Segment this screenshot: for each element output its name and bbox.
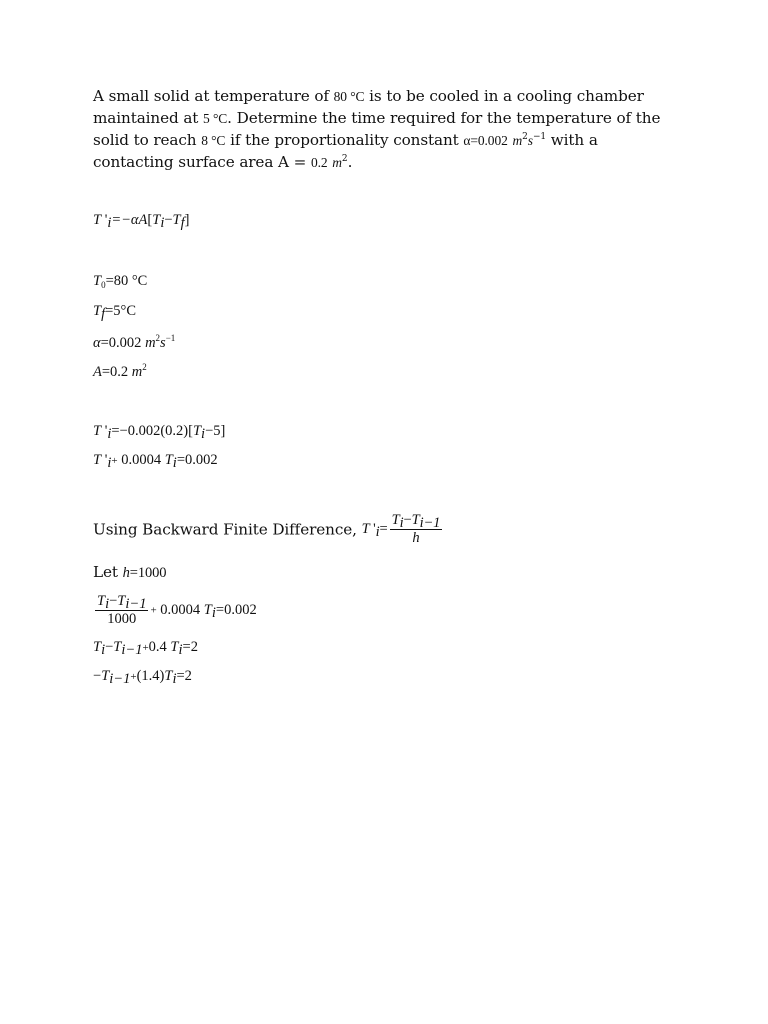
given-tf: $T_f=5^\circ C$	[93, 303, 137, 322]
given-alpha: α=0.002 $m^2s^{-1}$	[93, 333, 176, 351]
chamber-temperature: 5 °C	[203, 111, 228, 126]
bfd-definition: Using Backward Finite Difference, T '$_i=$ $\frac{T_i-T_{i-1}}{h}$	[93, 512, 441, 546]
area-value: 0.2	[310, 155, 328, 170]
problem-line-4	[93, 153, 352, 171]
substitution-equation-2: T '$_i+ 0.0004$ $T_i=0.002$	[93, 452, 218, 471]
given-area: A=0.2 $m^2$	[93, 362, 147, 380]
initial-temperature: 80 °C	[333, 89, 365, 104]
step1-fraction: $\frac{T_i-T_{i-1}}{1000}$	[97, 593, 147, 627]
problem-text: with a	[546, 131, 598, 149]
bfd-fraction: $\frac{T_i-T_{i-1}}{h}$	[391, 512, 441, 546]
exponent: −1	[532, 132, 547, 142]
substitution-equation-1: T '$_i=-0.002(0.2)[T_i-5]$	[93, 423, 226, 442]
problem-text: contacting surface area A =	[93, 153, 311, 171]
ode-equation: T '$_i=-\alpha A[T_i-T_f]$	[93, 212, 190, 231]
step-equation-2: $T_i-T_{i-1}+0.4$ $T_i=2$	[93, 639, 198, 658]
alpha-value: α=0.002	[463, 133, 508, 148]
target-temperature: 8 °C	[201, 133, 226, 148]
let-h: Let h=1000	[93, 563, 167, 581]
problem-text: .	[347, 153, 353, 171]
problem-text: if the proportionality constant	[225, 131, 464, 149]
bfd-label: Using Backward Finite Difference,	[93, 520, 362, 539]
given-t0: $T_0=80$ °C	[93, 273, 148, 290]
exponent: 2	[522, 132, 528, 142]
problem-line-3	[93, 131, 598, 149]
problem-text: . Determine the time required for the temperature of the	[227, 109, 661, 127]
problem-line-1	[93, 87, 644, 105]
step-equation-1: $\frac{T_i-T_{i-1}}{1000}$ + 0.0004 $T_i=0.002$	[97, 593, 257, 627]
unit-m: m	[512, 133, 523, 148]
step-equation-3: $-T_{i-1}+(1.4)T_i=2$	[93, 668, 192, 687]
problem-text: solid to reach	[93, 131, 202, 149]
exponent: 2	[341, 154, 348, 164]
problem-text: A small solid at temperature of	[93, 87, 334, 105]
unit-s: s	[527, 133, 533, 148]
unit-m: m	[332, 155, 342, 170]
problem-line-2	[93, 109, 660, 127]
problem-text: maintained at	[93, 109, 204, 127]
problem-text: is to be cooled in a cooling chamber	[364, 87, 644, 105]
